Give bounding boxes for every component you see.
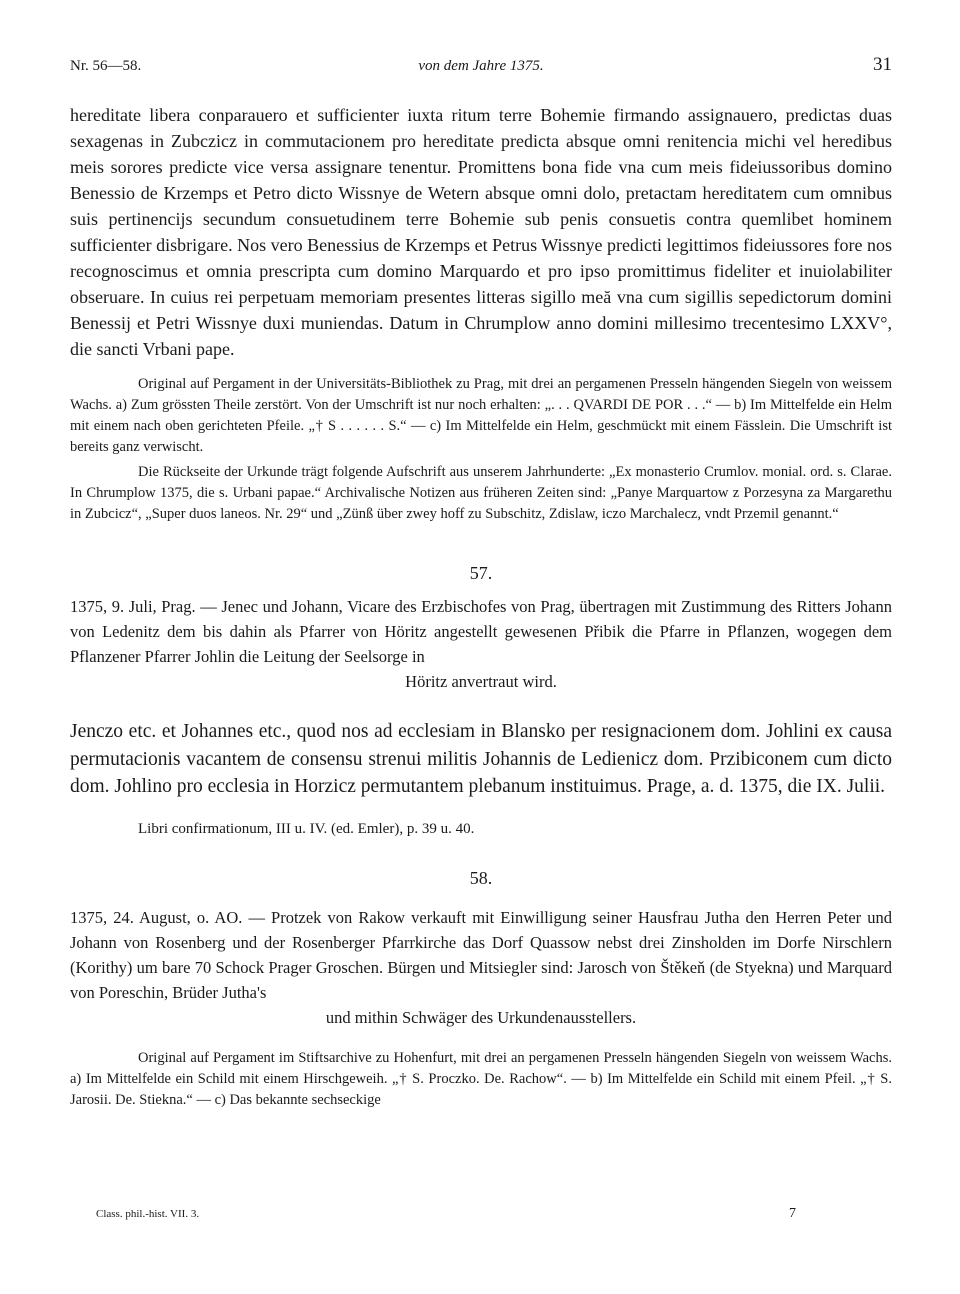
page-footer xyxy=(96,1208,796,1230)
footer-sheet-number: 7 xyxy=(789,1206,796,1221)
doc58-regest xyxy=(70,905,892,1030)
doc56-note-dorsal: Die Rückseite der Urkunde trägt folgende Aufschrift aus unserem Jahrhunderte: „Ex monasterio Crumlov. monial. ord. s. Clarae. In Chrumplow 1375, die s. Urbani papae.“ Archivalische Notizen aus früheren Zeiten sind: „Panye Marquartow z Porzesyna za Margarethu in Zubcicz“, „Super duos laneos. Nr. 29“ und „Zünß über zwey hoff zu Subschitz, Zdislaw, iczo Marchalecz, vndt Przemil genannt.“ xyxy=(70,464,892,522)
doc57-regest-body: 1375, 9. Juli, Prag. — Jenec und Johann, Vicare des Erzbischofes von Prag, übertragen mit Zustimmung des Ritters Johann von Ledenitz dem bis dahin als Pfarrer von Höritz angestellt gewesenen Přibik die Pfarre in Pflanzen, wogegen dem Pflanzener Pfarrer Johlin die Leitung der Seelsorge in xyxy=(70,597,892,666)
doc56-text: hereditate libera conparauero et sufficienter iuxta ritum terre Bohemie firmando assignauero, predictas duas sexagenas in Zubczicz in commutacionem pro hereditate predicta absque omni renitencia michi vel heredibus meis sorores predicte vice versa assignare tenentur. Promittens bona fide vna cum meis fideiussoribus domino Benessio de Krzemps et Petro dicto Wissnye de Wetern absque omni dolo, pretactam hereditatem cum omnibus suis pertinencijs secundum consuetudinem terre Bohemie sub penis consuetis contra quemlibet hominem sufficienter disbrigare. Nos vero Benessius de Krzemps et Petrus Wissnye predicti legittimos fideiussores fore nos recognoscimus et omnia prescripta cum domino Marquardo et pro ipso promittimus fideliter et inuiolabiliter obseruare. In cuius rei perpetuam memoriam presentes litteras sigillo meă vna cum sigillis sepedictorum domini Benessij et Petri Wissnye duxi muniendas. Datum in Chrumplow anno domini millesimo trecentesimo LXXV°, die sancti Vrbani pape. xyxy=(70,105,892,359)
doc57-citation: Libri confirmationum, III u. IV. (ed. Emler), p. 39 u. 40. xyxy=(138,820,475,837)
doc57-regest xyxy=(70,594,892,694)
doc58-number: 58. xyxy=(469,867,493,888)
doc57-regest-last-line: Höritz anvertraut wird. xyxy=(405,672,557,691)
doc58-regest-body: 1375, 24. August, o. AO. — Protzek von Rakow verkauft mit Einwilligung seiner Hausfrau Jutha den Herren Peter und Johann von Rosenberg und der Rosenberger Pfarrkirche das Dorf Quassow nebst drei Zinsholden im Dorfe Nirschlern (Korithy) um bare 70 Schock Prager Groschen. Bürgen und Mitsiegler sind: Jarosch von Štěkeň (de Styekna) und Marquard von Poreschin, Brüder Jutha's xyxy=(70,907,892,1002)
doc56-note-original: Original auf Pergament in der Universitäts-Bibliothek zu Prag, mit drei an pergamenen Presseln hängenden Siegeln von weissem Wachs. a) Zum grössten Theile zerstört. Von der Umschrift ist nur noch erhalten: „. . . QVARDI DE POR . . .“ — b) Im Mittelfelde ein Helm mit einem nach oben gerichteten Pfeile. „† S . . . . . . S.“ — c) Im Mittelfelde ein Helm, geschmückt mit einem Fässlein. Die Umschrift ist bereits ganz verwischt. xyxy=(70,376,892,455)
doc57-text: Jenczo etc. et Johannes etc., quod nos ad ecclesiam in Blansko per resignacionem dom. Johlini ex causa permutacionis vacantem de consensu strenui militis Johannis de Ledienicz dom. Przibiconem cum dicto dom. Johlino pro ecclesia in Horzicz permutantem plebanum instituimus. Prage, a. d. 1375, die IX. Julii. xyxy=(70,721,892,797)
doc58-regest-last-line: und mithin Schwäger des Urkundenausstellers. xyxy=(325,1007,637,1027)
page-number: 31 xyxy=(873,54,892,75)
header-running-title: von dem Jahre 1375. xyxy=(418,58,544,74)
doc57-number: 57. xyxy=(469,563,493,583)
header-document-range: Nr. 56—58. xyxy=(70,58,142,74)
footer-signature: Class. phil.-hist. VII. 3. xyxy=(96,1208,200,1220)
doc58-note-original: Original auf Pergament im Stiftsarchive zu Hohenfurt, mit drei an pergamenen Presseln hängenden Siegeln von weissem Wachs. a) Im Mittelfelde ein Schild mit einem Hirschgeweih. „† S. Proczko. De. Rachow“. — b) Im Mittelfelde ein Schild mit einem Pfeil. „† S. Jarosii. De. Stiekna.“ — c) Das bekannte sechseckige xyxy=(70,1049,892,1108)
page-body xyxy=(70,102,892,1111)
page-header xyxy=(70,54,892,80)
